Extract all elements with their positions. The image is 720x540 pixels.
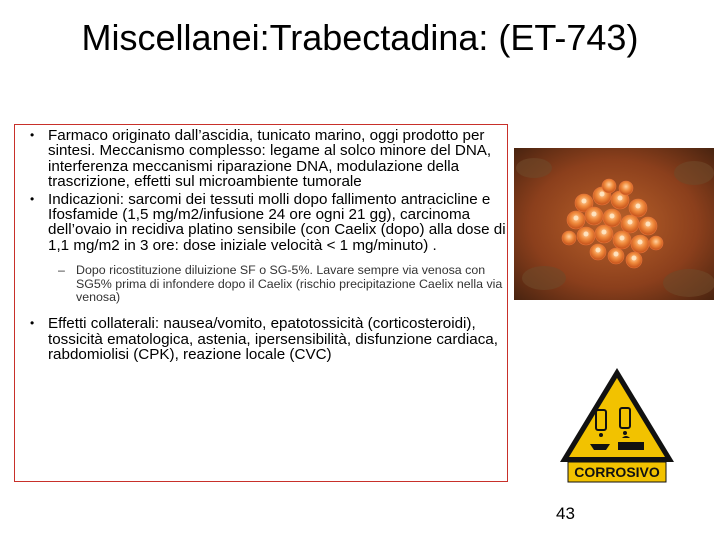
page-number: 43 <box>556 504 575 523</box>
bullet-item <box>28 316 506 362</box>
corrosive-label: CORROSIVO <box>574 464 660 480</box>
bullet-text: Effetti collaterali: nausea/vomito, epatotossicità (corticosteroidi), tossicità ematologica, astenia, ipersensibilità, disfunzione cardiaca, rabdomiolisi (CPK), reazione locale (CVC) <box>48 315 498 364</box>
slide-title: Miscellanei:Trabectadina: (ET-743) <box>81 17 639 58</box>
sub-bullet-marker: – <box>58 263 65 278</box>
bullet-text: Indicazioni: sarcomi dei tessuti molli dopo fallimento antracicline e Ifosfamide (1,5 mg/m2/infusione 24 ore ogni 21 gg), carcinoma dell’ovaio in recidiva platino sensibile (con Caelix (dopo) alla dose di 1,1 mg/m2 in 3 ore: dose iniziale velocità < 1 mg/minuto) . <box>48 190 506 254</box>
bullet-item <box>28 192 506 254</box>
corrosive-hazard-icon <box>556 364 678 486</box>
bullet-marker: • <box>30 316 35 331</box>
bullet-list <box>28 126 506 363</box>
sub-bullet-text: Dopo ricostituzione diluizione SF o SG-5%. Lavare sempre via venosa con SG5% prima di infondere dopo il Caelix (rischio precipitazione Caelix nella via venosa) <box>76 263 503 305</box>
bullet-item <box>28 128 506 190</box>
sub-bullet-item <box>28 264 506 304</box>
ascidian-photo <box>514 148 714 300</box>
bullet-marker: • <box>30 191 35 206</box>
bullet-text: Farmaco originato dall’ascidia, tunicato marino, oggi prodotto per sintesi. Meccanismo complesso: legame al solco minore del DNA, interferenza meccanismi riparazione DNA, modulazione della trascrizione, effetti sul microambiente tumorale <box>48 127 492 191</box>
bullet-marker: • <box>30 128 35 142</box>
